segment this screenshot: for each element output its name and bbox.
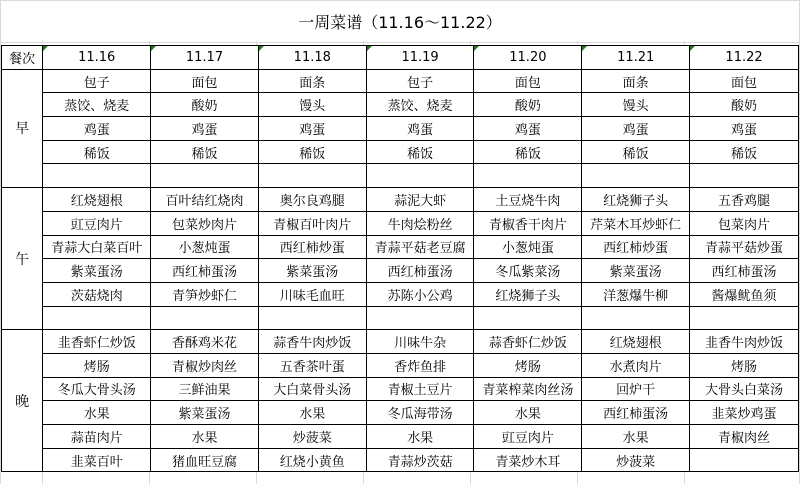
dish-cell: 鸡蛋 [151, 117, 259, 141]
dish-cell: 西红柿蛋汤 [151, 259, 259, 283]
dish-cell: 冬瓜大骨头汤 [43, 377, 151, 401]
dish-cell: 芹菜木耳炒虾仁 [582, 211, 690, 235]
dish-cell: 包子 [43, 69, 151, 93]
day-date: 11.22 [725, 49, 763, 65]
dish-cell: 韭香牛肉炒饭 [690, 330, 799, 354]
dish-cell: 五香茶叶蛋 [258, 353, 366, 377]
dish-cell: 鸡蛋 [690, 117, 799, 141]
dish-cell: 土豆烧牛肉 [474, 188, 582, 212]
dish-cell: 韭菜炒鸡蛋 [690, 401, 799, 425]
header-day-cell [474, 46, 582, 70]
dish-cell: 紫菜蛋汤 [151, 401, 259, 425]
dish-cell: 水煮肉片 [582, 353, 690, 377]
dish-cell: 稀饭 [690, 140, 799, 164]
dish-cell: 西红柿炒蛋 [582, 235, 690, 259]
dish-cell: 青椒百叶肉片 [258, 211, 366, 235]
dish-cell: 酸奶 [690, 93, 799, 117]
dish-cell: 烤肠 [474, 353, 582, 377]
table-row [2, 117, 799, 141]
meal-label: 晚 [2, 330, 43, 472]
table-row [2, 164, 799, 188]
dish-cell: 红烧狮子头 [582, 188, 690, 212]
cell-note-indicator [690, 46, 695, 51]
table-row [2, 306, 799, 330]
cell-note-indicator [259, 46, 264, 51]
dish-cell: 奥尔良鸡腿 [258, 188, 366, 212]
dish-cell: 稀饭 [151, 140, 259, 164]
cell-note-indicator [43, 46, 48, 51]
dish-cell [366, 164, 474, 188]
table-row [2, 282, 799, 306]
dish-cell: 三鲜油果 [151, 377, 259, 401]
table-row [2, 353, 799, 377]
header-day-cell [151, 46, 259, 70]
table-row [2, 377, 799, 401]
dish-cell: 川味毛血旺 [258, 282, 366, 306]
dish-cell: 红烧小黄鱼 [258, 448, 366, 472]
dish-cell: 水果 [582, 425, 690, 449]
dish-cell: 青菜榨菜肉丝汤 [474, 377, 582, 401]
dish-cell: 稀饭 [258, 140, 366, 164]
dish-cell [690, 306, 799, 330]
dish-cell: 炒菠菜 [582, 448, 690, 472]
dish-cell: 红烧狮子头 [474, 282, 582, 306]
dish-cell: 百叶结红烧肉 [151, 188, 259, 212]
dish-cell: 鸡蛋 [258, 117, 366, 141]
table-row [2, 330, 799, 354]
table-row [2, 140, 799, 164]
dish-cell [43, 164, 151, 188]
dish-cell: 红烧翅根 [43, 188, 151, 212]
dish-cell: 韭香虾仁炒饭 [43, 330, 151, 354]
dish-cell: 包菜肉片 [690, 211, 799, 235]
dish-cell: 炒菠菜 [258, 425, 366, 449]
weekly-menu-table [1, 45, 799, 472]
dish-cell: 水果 [43, 401, 151, 425]
day-date: 11.18 [293, 49, 331, 65]
dish-cell: 大骨头白菜汤 [690, 377, 799, 401]
dish-cell [474, 164, 582, 188]
dish-cell: 包子 [366, 69, 474, 93]
dish-cell: 面条 [258, 69, 366, 93]
table-row [2, 425, 799, 449]
dish-cell: 小葱炖蛋 [151, 235, 259, 259]
dish-cell: 紫菜蛋汤 [258, 259, 366, 283]
dish-cell: 香酥鸡米花 [151, 330, 259, 354]
dish-cell: 蒜香牛肉炒饭 [258, 330, 366, 354]
dish-cell: 西红柿蛋汤 [582, 401, 690, 425]
page-title: 一周菜谱（11.16～11.22） [1, 1, 799, 41]
dish-cell: 酸奶 [151, 93, 259, 117]
dish-cell: 包菜炒肉片 [151, 211, 259, 235]
dish-cell: 水果 [474, 401, 582, 425]
dish-cell: 酱爆鱿鱼须 [690, 282, 799, 306]
dish-cell: 面包 [690, 69, 799, 93]
dish-cell: 茨菇烧肉 [43, 282, 151, 306]
dish-cell: 西红柿蛋汤 [366, 259, 474, 283]
dish-cell: 蒜苗肉片 [43, 425, 151, 449]
dish-cell: 蒜香虾仁炒饭 [474, 330, 582, 354]
table-row [2, 211, 799, 235]
dish-cell: 青椒炒肉丝 [151, 353, 259, 377]
dish-cell [582, 164, 690, 188]
dish-cell: 洋葱爆牛柳 [582, 282, 690, 306]
cell-note-indicator [367, 46, 372, 51]
dish-cell [690, 164, 799, 188]
dish-cell: 西红柿蛋汤 [690, 259, 799, 283]
dish-cell: 紫菜蛋汤 [43, 259, 151, 283]
table-row [2, 93, 799, 117]
dish-cell: 水果 [366, 425, 474, 449]
dish-cell: 青笋炒虾仁 [151, 282, 259, 306]
dish-cell: 豇豆肉片 [43, 211, 151, 235]
dish-cell: 稀饭 [43, 140, 151, 164]
table-row [2, 401, 799, 425]
meal-label: 早 [2, 69, 43, 187]
day-date: 11.16 [78, 49, 116, 65]
header-day-cell [690, 46, 799, 70]
dish-cell: 回炉干 [582, 377, 690, 401]
dish-cell: 小葱炖蛋 [474, 235, 582, 259]
dish-cell: 牛肉烩粉丝 [366, 211, 474, 235]
header-day-cell [258, 46, 366, 70]
dish-cell: 紫菜蛋汤 [582, 259, 690, 283]
dish-cell [474, 306, 582, 330]
dish-cell: 青蒜平菇老豆腐 [366, 235, 474, 259]
dish-cell: 五香鸡腿 [690, 188, 799, 212]
dish-cell: 稀饭 [582, 140, 690, 164]
dish-cell: 稀饭 [474, 140, 582, 164]
table-row [2, 448, 799, 472]
dish-cell [258, 164, 366, 188]
cell-note-indicator [151, 46, 156, 51]
dish-cell: 水果 [151, 425, 259, 449]
table-row [2, 259, 799, 283]
dish-cell: 香炸鱼排 [366, 353, 474, 377]
dish-cell [690, 448, 799, 472]
meal-label: 午 [2, 188, 43, 330]
dish-cell: 鸡蛋 [474, 117, 582, 141]
dish-cell: 红烧翅根 [582, 330, 690, 354]
dish-cell: 水果 [258, 401, 366, 425]
dish-cell [582, 306, 690, 330]
dish-cell: 猪血旺豆腐 [151, 448, 259, 472]
table-row [2, 188, 799, 212]
dish-cell: 鸡蛋 [366, 117, 474, 141]
dish-cell: 青蒜大白菜百叶 [43, 235, 151, 259]
dish-cell: 鸡蛋 [582, 117, 690, 141]
dish-cell [151, 164, 259, 188]
cell-note-indicator [474, 46, 479, 51]
dish-cell: 青椒香干肉片 [474, 211, 582, 235]
dish-cell: 青椒土豆片 [366, 377, 474, 401]
dish-cell: 苏陈小公鸡 [366, 282, 474, 306]
dish-cell: 稀饭 [366, 140, 474, 164]
dish-cell: 大白菜骨头汤 [258, 377, 366, 401]
header-day-cell [43, 46, 151, 70]
dish-cell: 面条 [582, 69, 690, 93]
dish-cell: 豇豆肉片 [474, 425, 582, 449]
header-day-cell [582, 46, 690, 70]
header-day-cell [366, 46, 474, 70]
dish-cell: 青椒肉丝 [690, 425, 799, 449]
dish-cell [258, 306, 366, 330]
cell-note-indicator [582, 46, 587, 51]
dish-cell: 面包 [151, 69, 259, 93]
day-date: 11.19 [401, 49, 439, 65]
dish-cell [151, 306, 259, 330]
dish-cell: 酸奶 [474, 93, 582, 117]
dish-cell: 鸡蛋 [43, 117, 151, 141]
day-date: 11.21 [617, 49, 655, 65]
table-row [2, 235, 799, 259]
dish-cell: 蒸饺、烧麦 [366, 93, 474, 117]
dish-cell: 西红柿炒蛋 [258, 235, 366, 259]
dish-cell: 青蒜平菇炒蛋 [690, 235, 799, 259]
day-date: 11.17 [185, 49, 224, 65]
dish-cell: 韭菜百叶 [43, 448, 151, 472]
dish-cell: 冬瓜海带汤 [366, 401, 474, 425]
dish-cell: 青菜炒木耳 [474, 448, 582, 472]
table-row [2, 69, 799, 93]
dish-cell: 馒头 [258, 93, 366, 117]
dish-cell: 面包 [474, 69, 582, 93]
dish-cell: 馒头 [582, 93, 690, 117]
dish-cell: 冬瓜紫菜汤 [474, 259, 582, 283]
dish-cell [366, 306, 474, 330]
dish-cell: 蒸饺、烧麦 [43, 93, 151, 117]
dish-cell [43, 306, 151, 330]
dish-cell: 蒜泥大虾 [366, 188, 474, 212]
header-row [2, 46, 799, 70]
dish-cell: 烤肠 [43, 353, 151, 377]
header-meal-label: 餐次 [2, 46, 43, 70]
day-date: 11.20 [509, 49, 547, 65]
dish-cell: 川味牛杂 [366, 330, 474, 354]
dish-cell: 青蒜炒茨菇 [366, 448, 474, 472]
dish-cell: 烤肠 [690, 353, 799, 377]
